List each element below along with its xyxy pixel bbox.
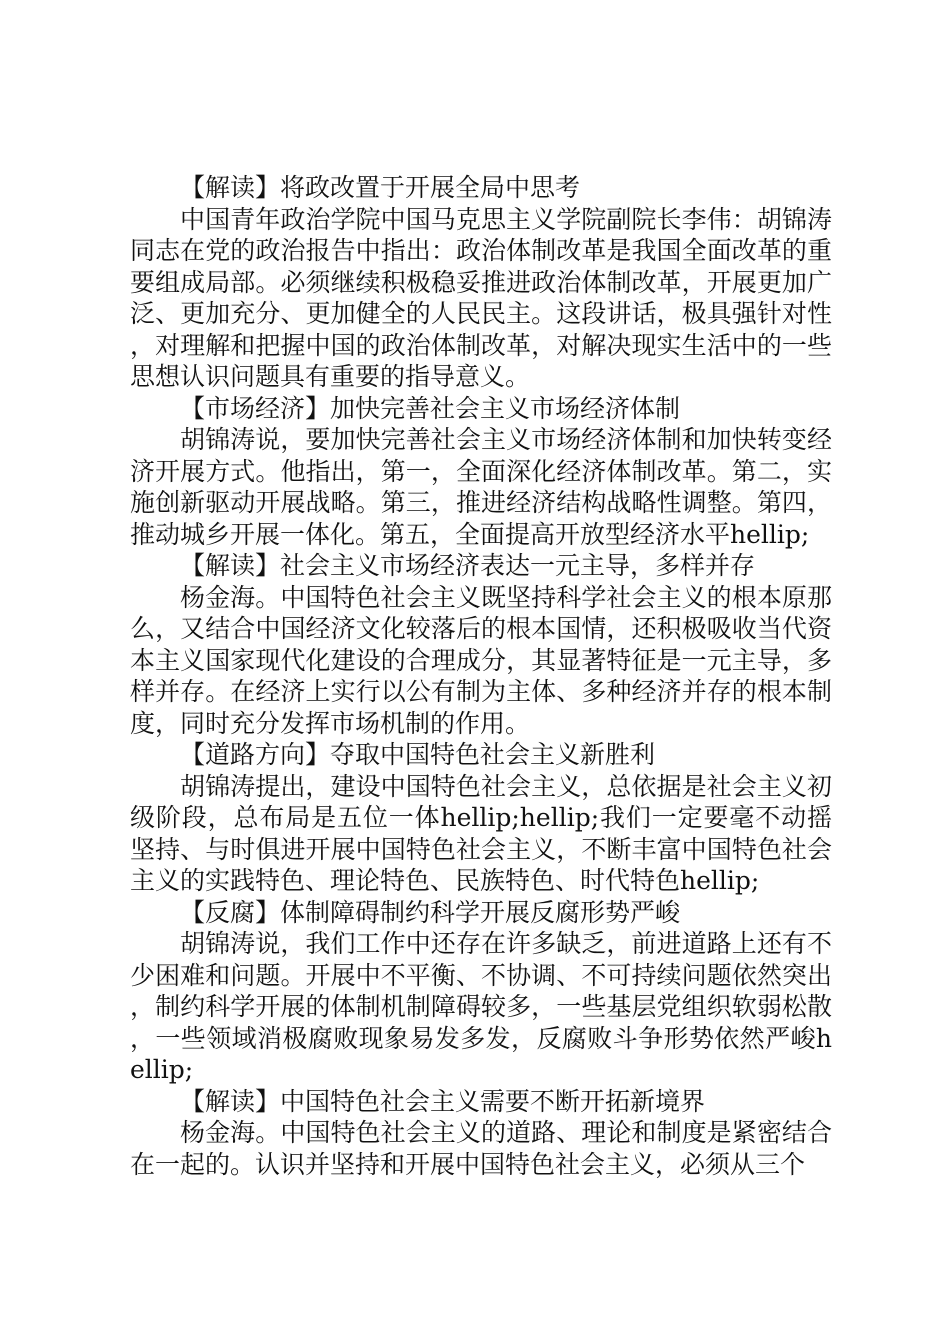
body-paragraph: 中国青年政治学院中国马克思主义学院副院长李伟：胡锦涛同志在党的政治报告中指出：政治体制改革是我国全面改革的重要组成局部。必须继续积极稳妥推进政治体制改革，开展更加广泛、更加充分、更加健全的人民民主。这段讲话，极具强针对性，对理解和把握中国的政治体制改革，对解决现实生活中的一些思想认识问题具有重要的指导意义。 [130, 204, 832, 391]
section-heading: 【市场经济】加快完善社会主义市场经济体制 [180, 393, 681, 423]
section-heading: 【解读】社会主义市场经济表达一元主导，多样并存 [180, 551, 756, 580]
document-body [130, 172, 832, 1180]
section-heading: 【解读】中国特色社会主义需要不断开拓新境界 [180, 1086, 706, 1116]
body-paragraph: 杨金海。中国特色社会主义既坚持科学社会主义的根本原那么，又结合中国经济文化较落后的根本国情，还积极吸收当代资本主义国家现代化建设的合理成分，其显著特征是一元主导，多样并存。在经济上实行以公有制为主体、多种经济并存的根本制度，同时充分发挥市场机制的作用。 [130, 582, 832, 738]
section-heading: 【道路方向】夺取中国特色社会主义新胜利 [180, 740, 656, 769]
section-heading: 【解读】将政改置于开展全局中思考 [180, 173, 581, 202]
body-paragraph: 胡锦涛说，我们工作中还存在许多缺乏，前进道路上还有不少困难和问题。开展中不平衡、不协调、不可持续问题依然突出，制约科学开展的体制机制障碍较多，一些基层党组织软弱松散，一些领域消极腐败现象易发多发，反腐败斗争形势依然严峻hellip; [130, 929, 832, 1084]
body-paragraph: 杨金海。中国特色社会主义的道路、理论和制度是紧密结合在一起的。认识并坚持和开展中国特色社会主义，必须从三个 [130, 1118, 832, 1179]
body-paragraph: 胡锦涛提出，建设中国特色社会主义，总依据是社会主义初级阶段，总布局是五位一体hellip;hellip;我们一定要毫不动摇坚持、与时俱进开展中国特色社会主义，不断丰富中国特色社会主义的实践特色、理论特色、民族特色、时代特色hellip; [130, 771, 832, 895]
body-paragraph: 胡锦涛说，要加快完善社会主义市场经济体制和加快转变经济开展方式。他指出，第一，全面深化经济体制改革。第二，实施创新驱动开展战略。第三，推进经济结构战略性调整。第四，推动城乡开展一体化。第五，全面提高开放型经济水平hellip; [130, 425, 832, 549]
section-heading: 【反腐】体制障碍制约科学开展反腐形势严峻 [180, 897, 681, 927]
